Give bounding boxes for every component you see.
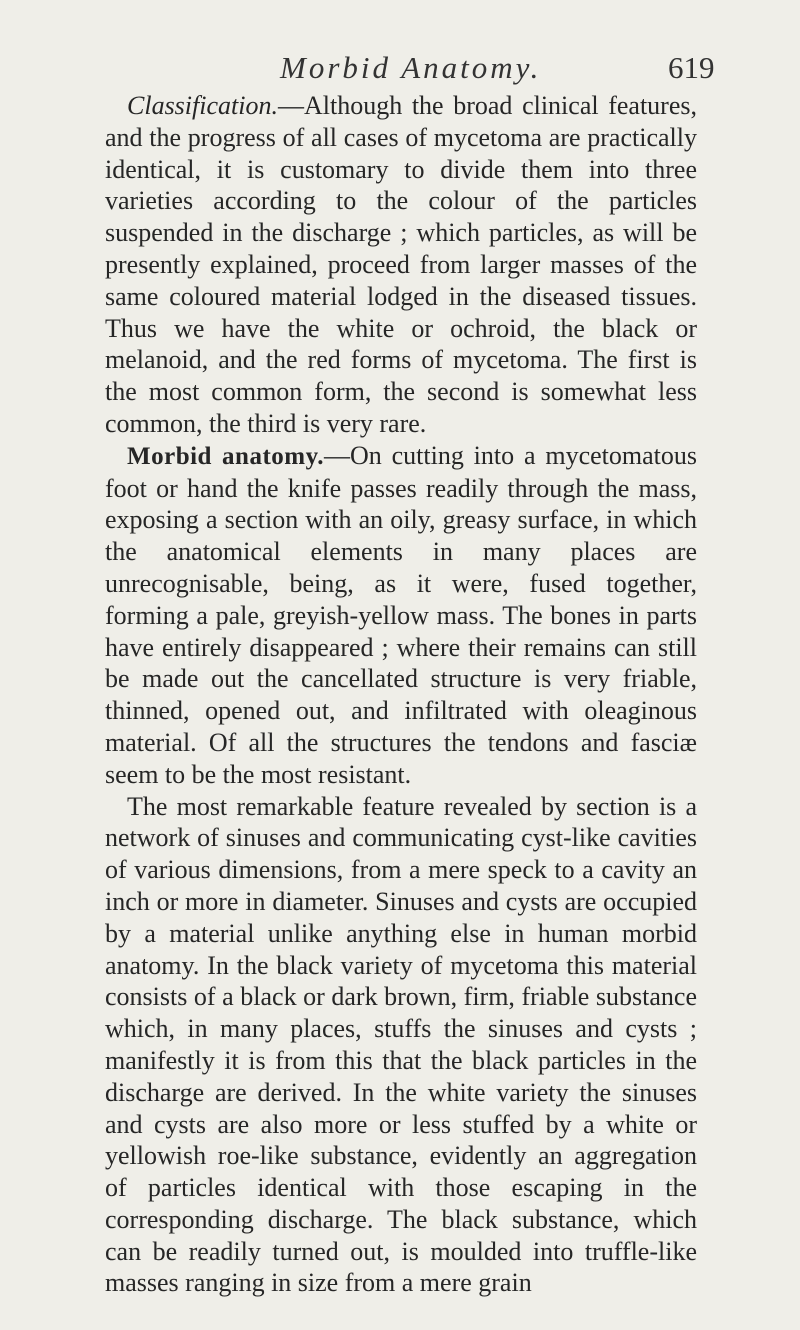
body-text xyxy=(105,90,697,1299)
running-title: Morbid Anatomy. xyxy=(280,50,542,85)
sinuses-text: The most remarkable feature revealed by section is a network of sinuses and communicating cyst-like cavities of various dimensions, from a mere speck to a cavity an inch or more in diameter. Sinuses and cysts are occupied by a material unlike anything else in human morbid anatomy. In the black variety of mycetoma this material consists of a black or dark brown, firm, friable substance which, in many places, stuffs the sinuses and cysts ; manifestly it is from this that the black particles in the discharge are derived. In the white variety the sinuses and cysts are also more or less stuffed by a white or yellowish roe-like substance, evidently an aggregation of particles identical with those escaping in the corresponding discharge. The black substance, which can be readily turned out, is moulded into truffle-like masses ranging in size from a mere grain xyxy=(105,791,697,1298)
classification-heading: Classification. xyxy=(127,91,278,120)
paragraph-classification xyxy=(105,90,697,440)
paragraph-sinuses xyxy=(105,791,697,1300)
running-head xyxy=(0,50,800,90)
morbid-anatomy-text: —On cutting into a mycetomatous foot or hand the knife passes readily through the mass, exposing a section with an oily, greasy surface, in which the anatomical elements in many places are unrecognisable, being, as it were, fused together, forming a pale, greyish-yellow mass. The bones in parts have entirely disappeared ; where their remains can still be made out the cancellated structure is very friable, thinned, opened out, and infiltrated with oleaginous material. Of all the structures the tendons and fasciæ seem to be the most resistant. xyxy=(105,440,698,789)
page-number: 619 xyxy=(668,50,715,85)
classification-text: —Although the broad clinical features, and the progress of all cases of mycetoma are practically identical, it is customary to divide them into three varieties according to the colour of the particles suspended in the discharge ; which particles, as will be presently explained, proceed from larger masses of the same coloured material lodged in the diseased tissues. Thus we have the white or ochroid, the black or melanoid, and the red forms of mycetoma. The first is the most common form, the second is somewhat less common, the third is very rare. xyxy=(105,91,697,438)
morbid-anatomy-heading: Morbid anatomy. xyxy=(127,442,324,470)
paragraph-morbid-anatomy xyxy=(105,440,697,791)
